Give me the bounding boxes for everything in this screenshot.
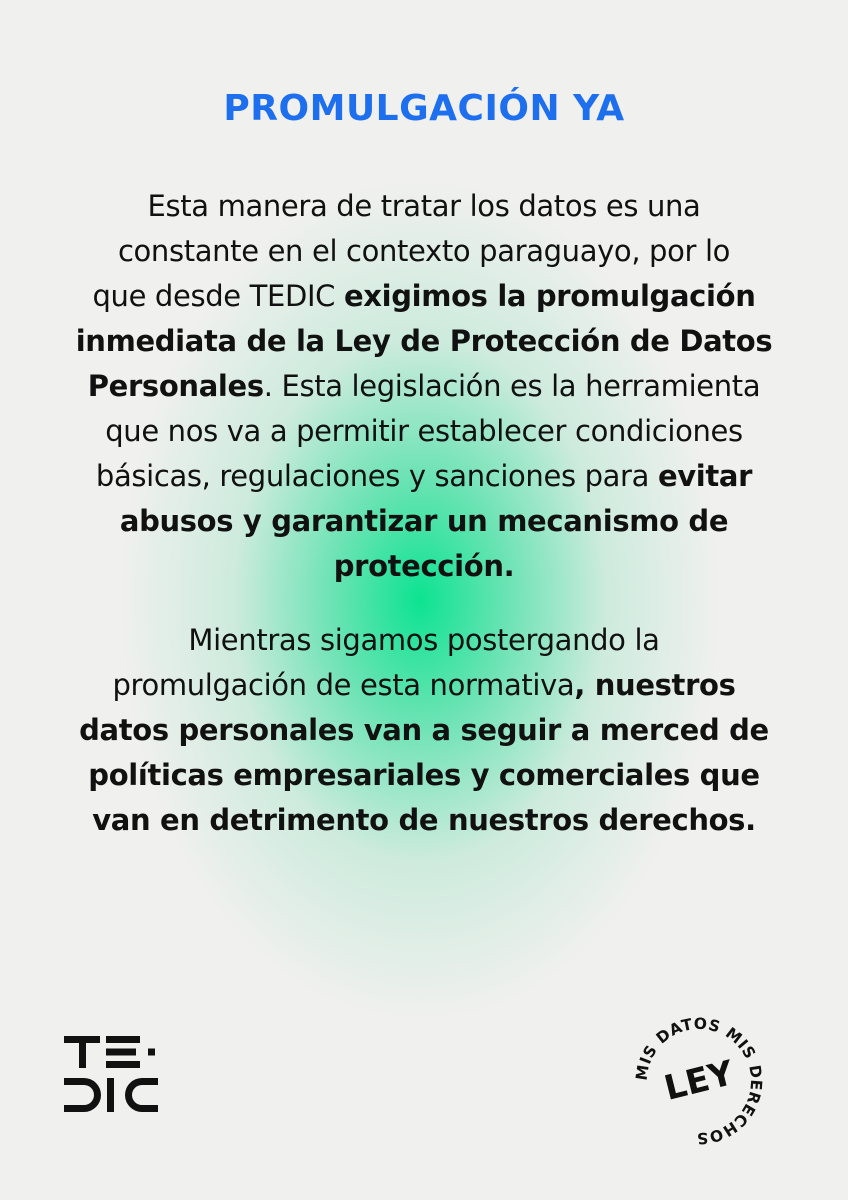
p2-line-5-bold: van en detrimento de nuestros derechos. (92, 803, 756, 837)
p2-line-3 (40, 708, 808, 753)
p1-line-9 (40, 544, 808, 589)
p1-line-2: constante en el contexto paraguayo, por lo (117, 234, 731, 268)
page-title: PROMULGACIÓN YA (223, 88, 625, 129)
svg-text:MIS DATOS MIS DERECHOS: MIS DATOS MIS DERECHOS (632, 1014, 766, 1148)
p2-line-2-bold: , nuestros (574, 668, 736, 702)
p1-line-7-normal: básicas, regulaciones y sanciones para (95, 459, 658, 493)
p1-line-9-bold: protección. (333, 549, 515, 583)
p1-line-3-normal: que desde TEDIC (92, 279, 344, 313)
p1-line-3-bold: exigimos la promulgación (343, 279, 756, 313)
p1-line-5 (40, 364, 808, 409)
svg-text:LEY: LEY (660, 1053, 738, 1109)
paragraph-1 (40, 184, 808, 589)
p2-line-5 (40, 798, 808, 843)
p2-line-4-bold: políticas empresariales y comerciales que (88, 758, 760, 792)
p1-line-8 (40, 499, 808, 544)
p1-line-6: que nos va a permitir establecer condiciones (105, 414, 743, 448)
p1-line-1: Esta manera de tratar los datos es una (147, 189, 701, 223)
p1-line-5-normal: . Esta legislación es la herramienta (263, 369, 761, 403)
mis-datos-stamp (624, 1006, 774, 1156)
tedic-logo (64, 1036, 174, 1112)
p1-line-8-bold: abusos y garantizar un mecanismo de (119, 504, 729, 538)
p1-line-7-bold: evitar (657, 459, 753, 493)
p2-line-2-normal: promulgación de esta normativa (112, 668, 575, 702)
p1-line-7 (40, 454, 808, 499)
paragraph-2 (40, 618, 808, 843)
p2-line-1: Mientras sigamos postergando la (188, 623, 660, 657)
p1-line-3 (40, 274, 808, 319)
p2-line-3-bold: datos personales van a seguir a merced de (79, 713, 769, 747)
p1-line-5-bold: Personales (87, 369, 264, 403)
p1-line-4 (40, 319, 808, 364)
p2-line-2 (40, 663, 808, 708)
p1-line-4-bold: inmediata de la Ley de Protección de Datos (75, 324, 773, 358)
p2-line-4 (40, 753, 808, 798)
